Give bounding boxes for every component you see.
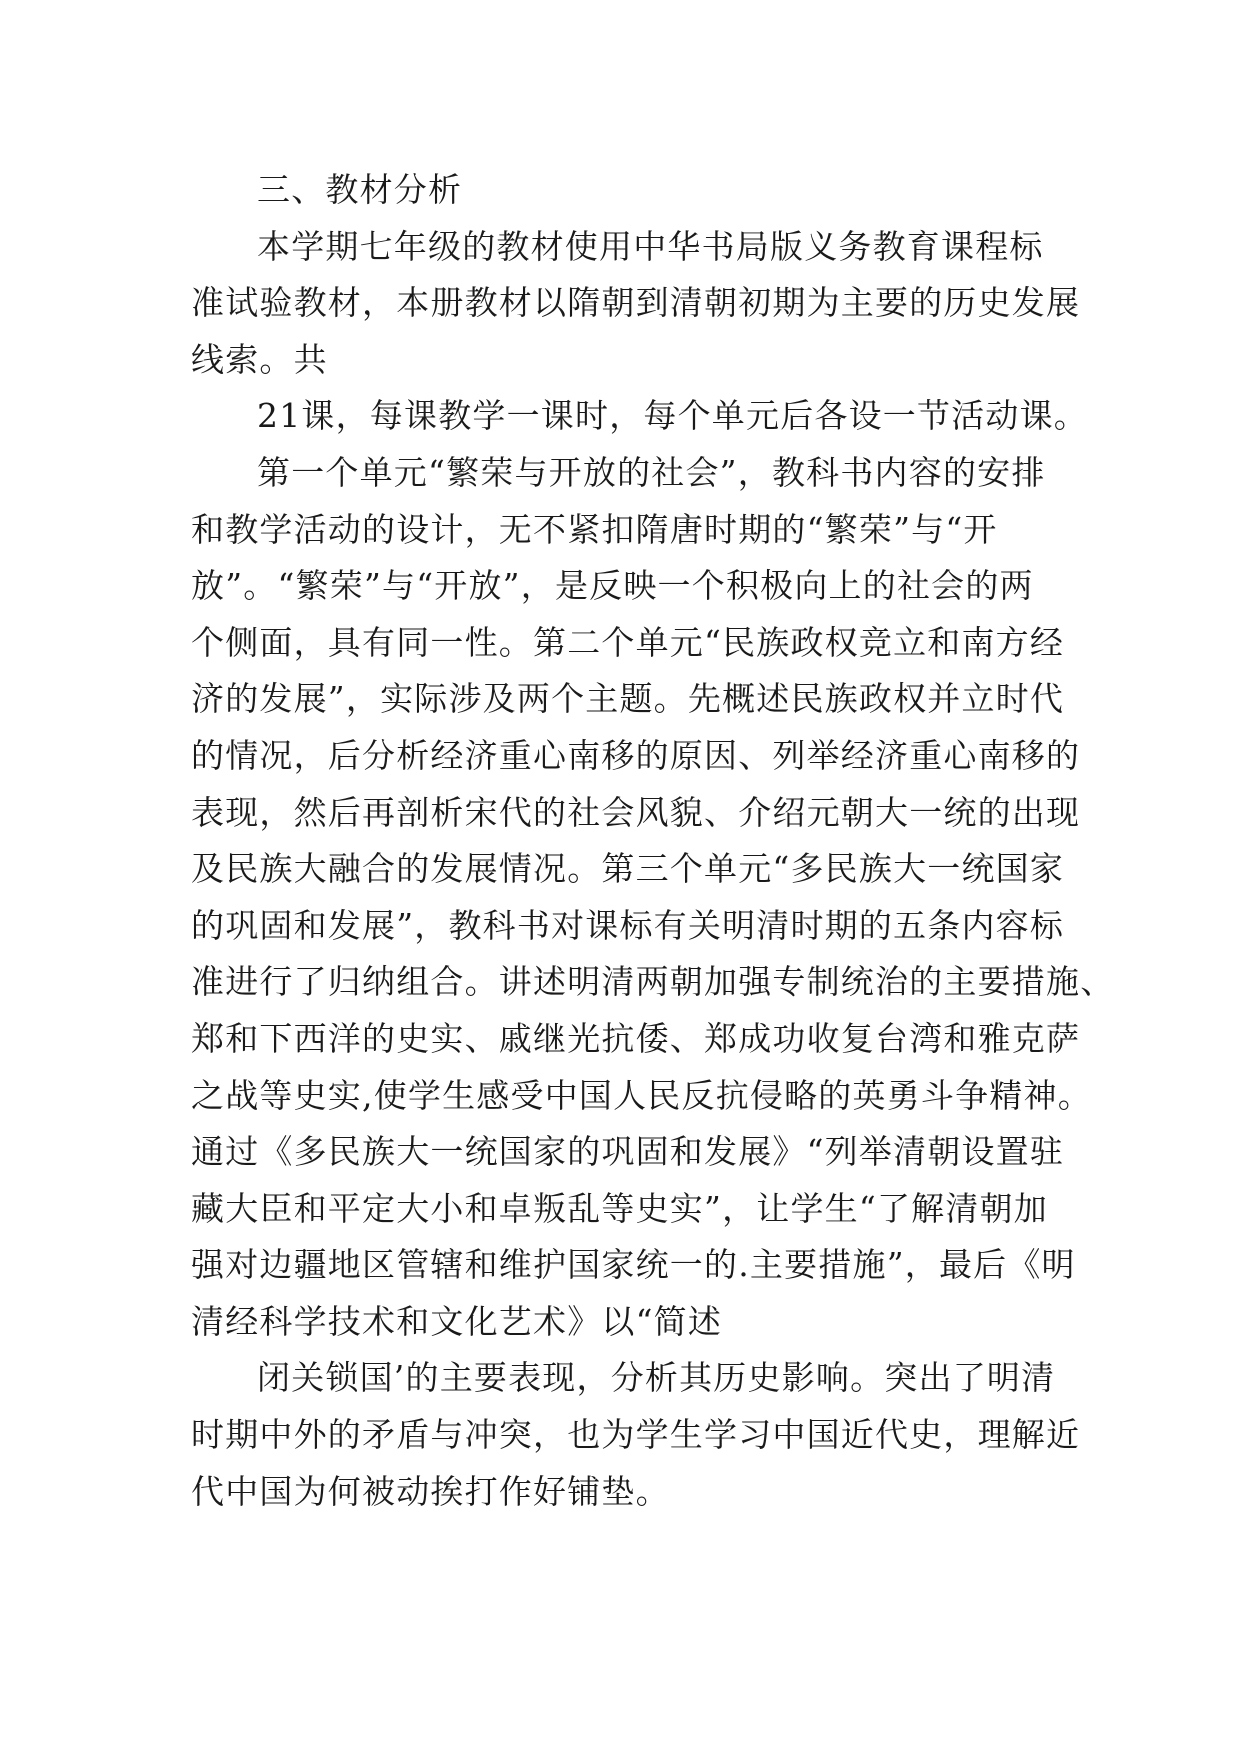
text-line: 代中国为何被动挨打作好铺垫。 — [191, 1471, 670, 1511]
text-line: 个侧面，具有同一性。第二个单元“民族政权竞立和南方经 — [191, 622, 1065, 662]
text-line: 济的发展”，实际涉及两个主题。先概述民族政权并立时代 — [191, 679, 1065, 719]
text-line: 本学期七年级的教材使用中华书局版义务教育课程标 — [257, 226, 1044, 266]
text-line: 准进行了归纳组合。讲述明清两朝加强专制统治的主要措施、 — [191, 962, 1115, 1002]
text-line: 及民族大融合的发展情况。第三个单元“多民族大一统国家 — [191, 849, 1065, 889]
text-line: 准试验教材，本册教材以隋朝到清朝初期为主要的历史发展 — [191, 283, 1081, 323]
paragraph-lines — [191, 219, 1115, 1521]
text-line: 放”。“繁荣”与“开放”，是反映一个积极向上的社会的两 — [191, 566, 1034, 606]
section-heading: 三、教材分析 — [257, 170, 463, 209]
text-line: 表现，然后再剖析宋代的社会风貌、介绍元朝大一统的出现 — [191, 792, 1081, 832]
text-line: 的巩固和发展”，教科书对课标有关明清时期的五条内容标 — [191, 905, 1065, 945]
text-line: 之战等史实,使学生感受中国人民反抗侵略的英勇斗争精神。 — [191, 1075, 1092, 1115]
text-line: 郑和下西洋的史实、戚继光抗倭、郑成功收复台湾和雅克萨 — [191, 1018, 1081, 1058]
text-line: 和教学活动的设计，无不紧扣隋唐时期的“繁荣”与“开 — [191, 509, 998, 549]
text-line: 时期中外的矛盾与冲突，也为学生学习中国近代史，理解近 — [191, 1415, 1081, 1455]
text-line: 清经科学技术和文化艺术》以“简述 — [191, 1301, 723, 1341]
text-line: 线索。共 — [191, 339, 328, 379]
text-line: 第一个单元“繁荣与开放的社会”，教科书内容的安排 — [257, 452, 1046, 492]
text-line: 21课，每课教学一课时，每个单元后各设一节活动课。 — [257, 396, 1088, 436]
text-line: 强对边疆地区管辖和维护国家统一的.主要措施”，最后《明 — [191, 1245, 1076, 1285]
text-line: 的情况，后分析经济重心南移的原因、列举经济重心南移的 — [191, 735, 1081, 775]
text-line: 通过《多民族大一统国家的巩固和发展》“列举清朝设置驻 — [191, 1132, 1065, 1172]
text-line: 闭关锁国’的主要表现，分析其历史影响。突出了明清 — [257, 1358, 1056, 1398]
text-line: 藏大臣和平定大小和卓叛乱等史实”，让学生“了解清朝加 — [191, 1188, 1048, 1228]
document-body — [191, 162, 1115, 1520]
